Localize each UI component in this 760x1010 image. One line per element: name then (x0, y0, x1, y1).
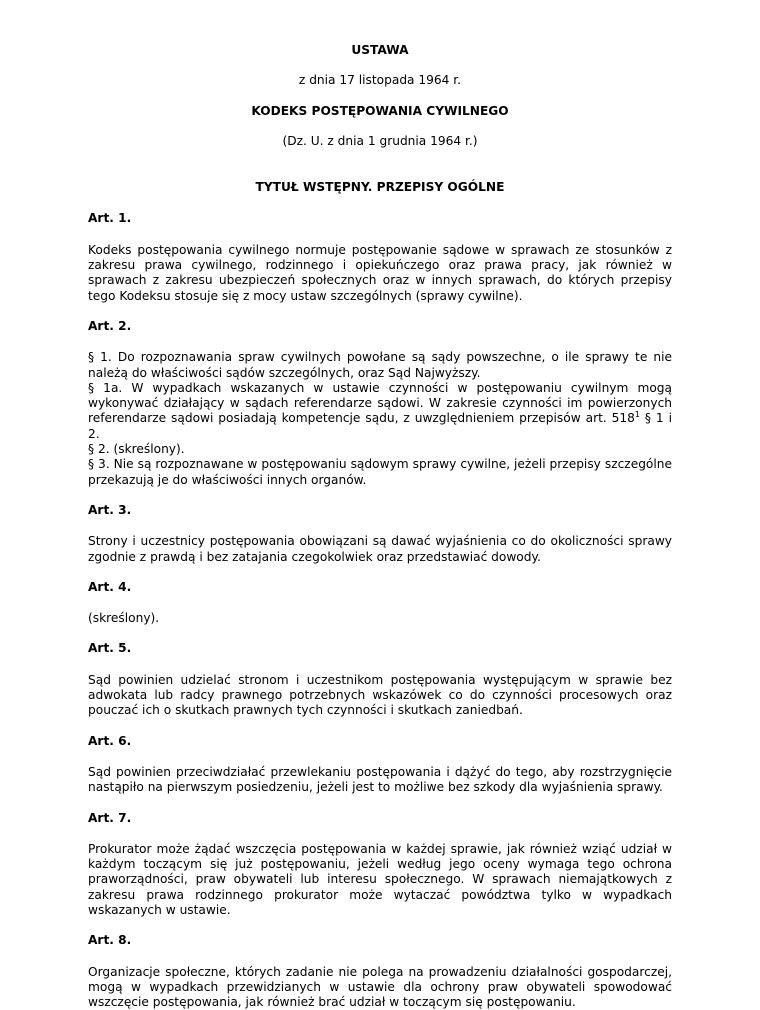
article-text: Strony i uczestnicy postępowania obowiązani są dawać wyjaśnienia co do okoliczności sprawy zgodnie z prawdą i bez zatajania czegokolwiek oraz przedstawiać dowody. (88, 534, 672, 564)
article-heading: Art. 3. (88, 502, 132, 517)
article-text: § 1. Do rozpoznawania spraw cywilnych powołane są sądy powszechne, o ile sprawy te nie należą do właściwości sądów szczególnych, oraz Sąd Najwyższy. (88, 350, 672, 380)
act-date: z dnia 17 listopada 1964 r. (298, 73, 462, 88)
article-heading: Art. 1. (88, 211, 132, 226)
article-heading: Art. 7. (88, 810, 132, 825)
article-text: § 2. (skreślony). (88, 442, 185, 457)
article-text-part: § 1 i 2. (88, 411, 672, 441)
article-text: Sąd powinien przeciwdziałać przewlekaniu postępowania i dążyć do tego, aby rozstrzygnięcie nastąpiło na pierwszym posiedzeniu, jeżeli jest to możliwe bez szkody dla wyjaśnienia sprawy. (88, 764, 672, 795)
superscript: 1 (634, 410, 641, 420)
article-text: Kodeks postępowania cywilnego normuje postępowanie sądowe w sprawach ze stosunków z zakresu prawa cywilnego, rodzinnego i opiekuńczego oraz prawa pracy, jak również w sprawach z zakresu ubezpieczeń społecznych oraz w innych sprawach, do których przepisy tego Kodeksu stosuje się z mocy ustaw szczególnych (sprawy cywilne). (88, 242, 672, 303)
article-heading: Art. 4. (88, 579, 132, 594)
section-title: TYTUŁ WSTĘPNY. PRZEPISY OGÓLNE (255, 180, 505, 195)
article-heading: Art. 8. (88, 933, 132, 948)
article-text-part: § 1a. W wypadkach wskazanych w ustawie czynności w postępowaniu cywilnym mogą wykonywać działający w sądach referendarze sądowi. W zakresie czynności im powierzonych referendarze sądowi posiadają kompetencje sądu, z uwzględnieniem przepisów art. 518 (88, 380, 672, 426)
article-text: Organizacje społeczne, których zadanie nie polega na prowadzeniu działalności gospodarczej, mogą w wypadkach przewidzianych w ustawie dla ochrony praw obywateli spowodować wszczęcie postępowania, jak również brać udział w toczącym się postępowaniu. (88, 964, 672, 1010)
article-text: (skreślony). (88, 611, 160, 626)
article-text: Sąd powinien udzielać stronom i uczestnikom postępowania występującym w sprawie bez adwokata lub radcy prawnego potrzebnych wskazówek co do czynności procesowych oraz pouczać ich o skutkach prawnych tych czynności i skutkach zaniedbań. (88, 672, 672, 718)
article-heading: Art. 5. (88, 641, 132, 656)
code-name: KODEKS POSTĘPOWANIA CYWILNEGO (251, 103, 509, 118)
journal-reference: (Dz. U. z dnia 1 grudnia 1964 r.) (282, 133, 478, 148)
article-text (88, 381, 672, 442)
act-type: USTAWA (351, 43, 409, 57)
article-text: § 3. Nie są rozpoznawane w postępowaniu sądowym sprawy cywilne, jeżeli przepisy szczególne przekazują je do właściwości innych organów. (88, 457, 672, 487)
article-heading: Art. 2. (88, 318, 132, 333)
article-text: Prokurator może żądać wszczęcia postępowania w każdej sprawie, jak również wziąć udział w każdym toczącym się już postępowaniu, jeżeli według jego oceny wymaga tego ochrona praworządności, praw obywateli lub interesu społecznego. W sprawach niemajątkowych z zakresu prawa rodzinnego prokurator może wytaczać powództwa tylko w wypadkach wskazanych w ustawie. (88, 841, 672, 917)
article-heading: Art. 6. (88, 733, 132, 748)
